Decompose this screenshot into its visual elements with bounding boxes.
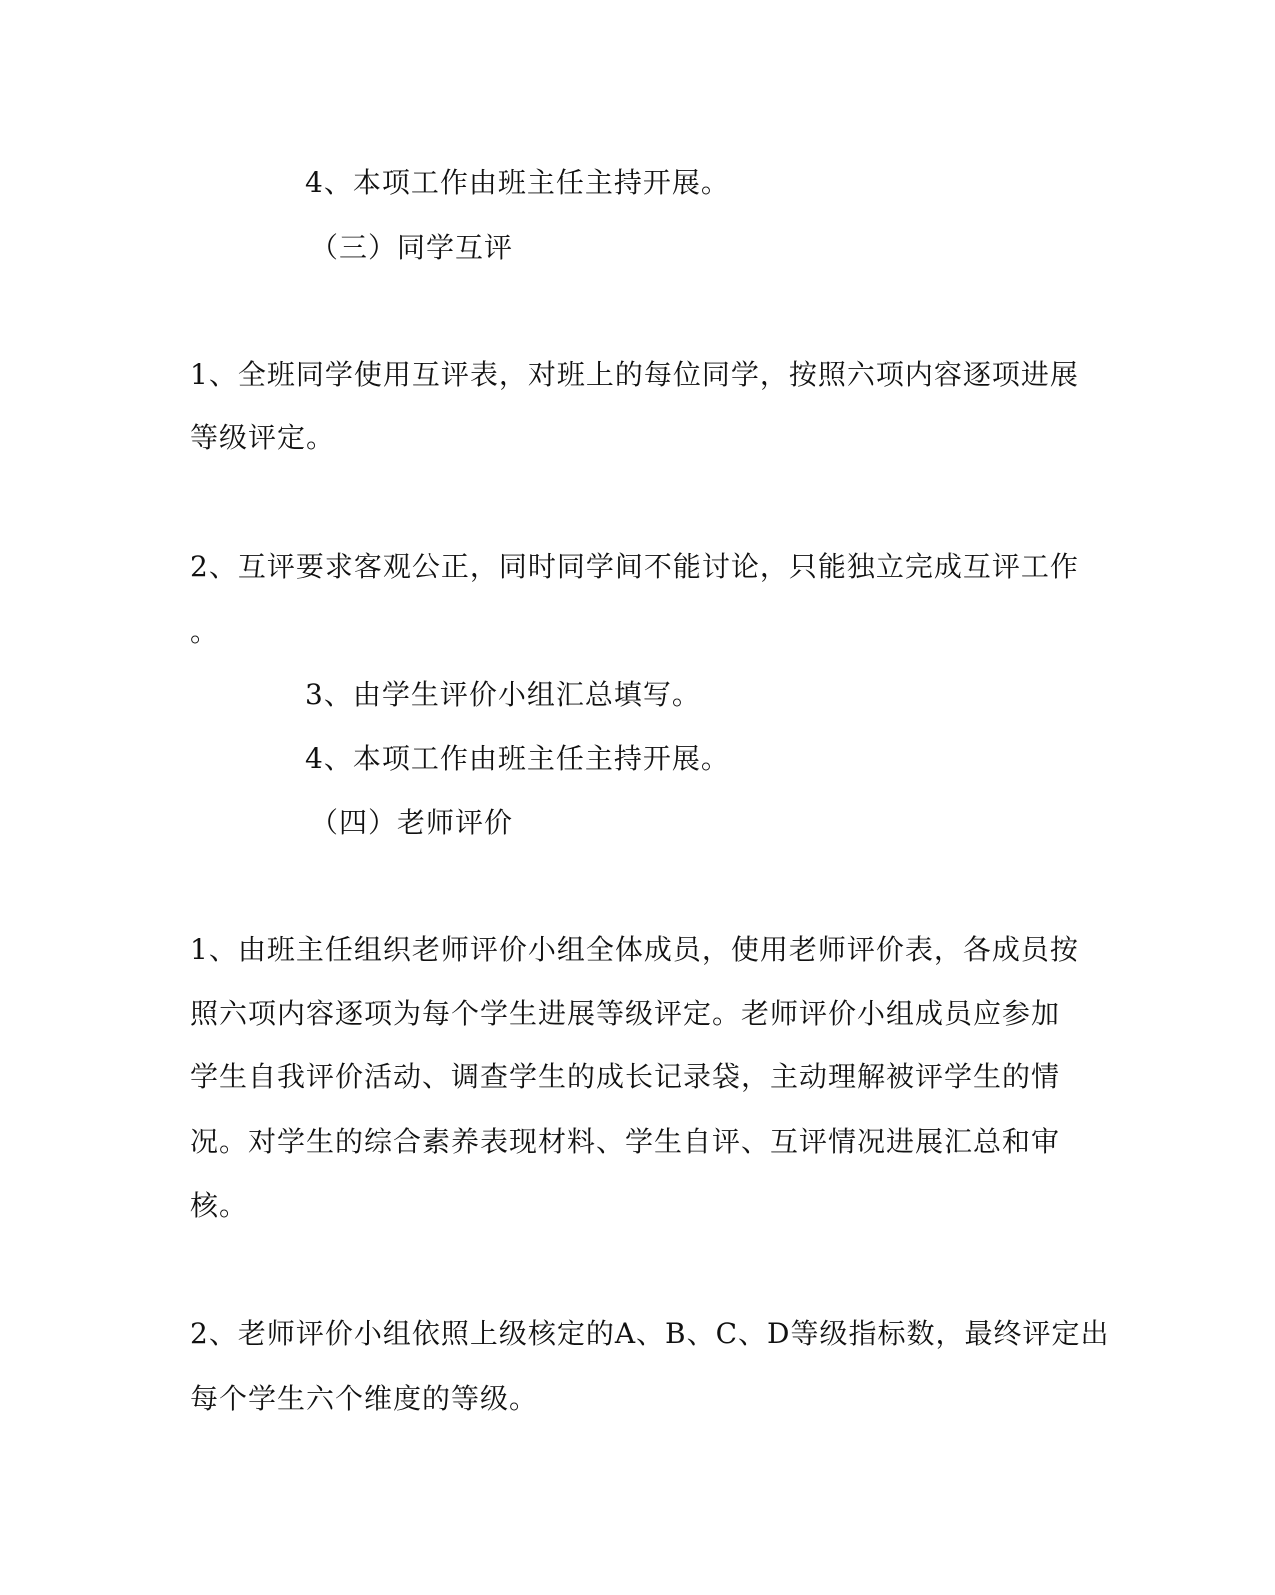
section-4-p1-line4: 况。对学生的综合素养表现材料、学生自评、互评情况进展汇总和审	[190, 1125, 1061, 1158]
section-3-p2-line2: 。	[190, 615, 220, 648]
section-3-p1-line2: 等级评定。	[190, 421, 336, 454]
section-4-p2-line2: 每个学生六个维度的等级。	[190, 1382, 539, 1415]
section-4-p1-line2: 照六项内容逐项为每个学生进展等级评定。老师评价小组成员应参加	[190, 997, 1061, 1030]
section-3-heading: （三）同学互评	[310, 231, 514, 264]
section-3-item-4: 4、本项工作由班主任主持开展。	[305, 742, 730, 775]
section-3-p2-line1: 2、互评要求客观公正，同时同学间不能讨论，只能独立完成互评工作	[190, 550, 1079, 583]
section-4-p1-line5: 核。	[190, 1189, 249, 1222]
section-4-p1-line3: 学生自我评价活动、调查学生的成长记录袋，主动理解被评学生的情	[190, 1060, 1061, 1093]
section-4-p2-line1: 2、老师评价小组依照上级核定的A、B、C、D等级指标数，最终评定出	[190, 1317, 1110, 1350]
section-4-p1-line1: 1、由班主任组织老师评价小组全体成员，使用老师评价表，各成员按	[190, 933, 1079, 966]
section-4-heading: （四）老师评价	[310, 806, 514, 839]
section-3-p1-line1: 1、全班同学使用互评表，对班上的每位同学，按照六项内容逐项进展	[190, 358, 1079, 391]
item-4-intro: 4、本项工作由班主任主持开展。	[305, 166, 730, 199]
section-3-item-3: 3、由学生评价小组汇总填写。	[305, 678, 701, 711]
